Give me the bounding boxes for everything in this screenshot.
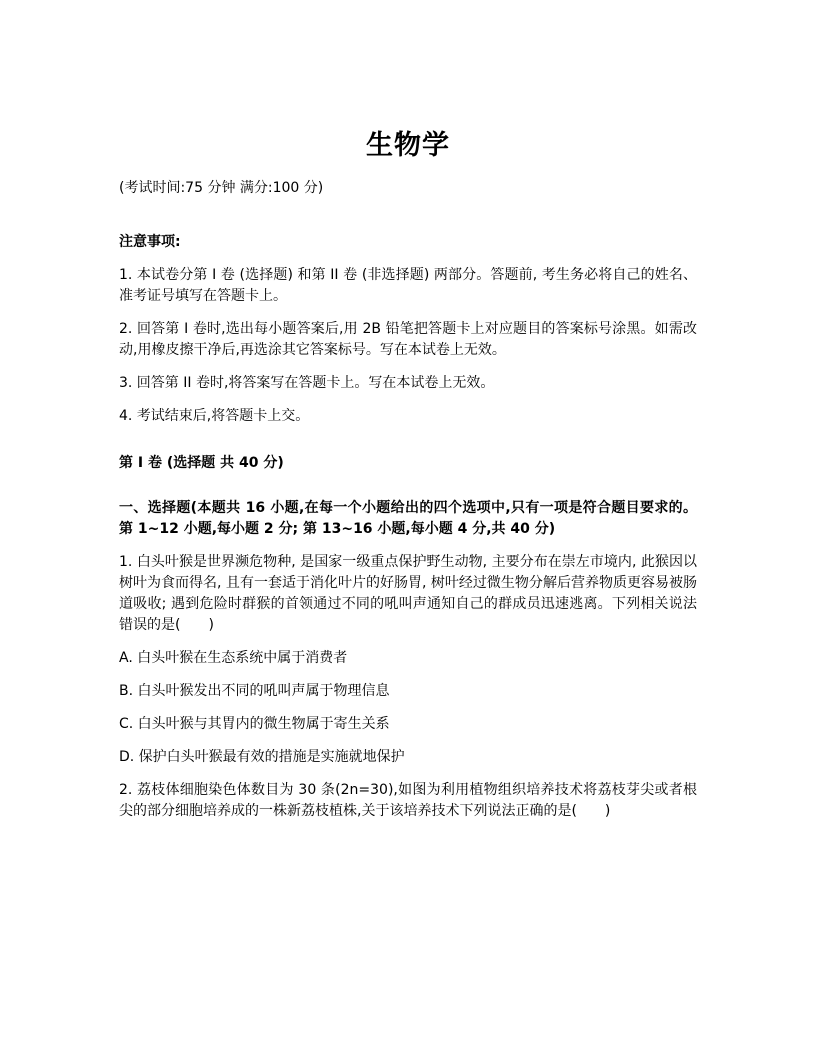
question-1-option-b: B. 白头叶猴发出不同的吼叫声属于物理信息	[119, 683, 390, 699]
question-1-option-d: D. 保护白头叶猴最有效的措施是实施就地保护	[119, 749, 405, 765]
question-1-option-c: C. 白头叶猴与其胃内的微生物属于寄生关系	[119, 716, 390, 732]
question-2-stem: 2. 荔枝体细胞染色体数目为 30 条(2n=30),如图为利用植物组织培养技术将荔枝芽尖或者根尖的部分细胞培养成的一株新荔枝植株,关于该培养技术下列说法正确的是( )	[119, 782, 697, 819]
question-1-stem: 1. 白头叶猴是世界濒危物种, 是国家一级重点保护野生动物, 主要分布在崇左市境内, 此猴因以树叶为食而得名, 且有一套适于消化叶片的好肠胃, 树叶经过微生物分解后营养物质更容易被肠道吸收; 遇到危险时群猴的首领通过不同的吼叫声通知自己的群成员迅速逃离。下列相关说法错误的是( )	[119, 554, 697, 633]
part1-heading: 第 I 卷 (选择题 共 40 分)	[119, 455, 284, 471]
notice-item-4: 4. 考试结束后,将答题卡上交。	[119, 408, 310, 424]
notice-item-3: 3. 回答第 II 卷时,将答案写在答题卡上。写在本试卷上无效。	[119, 375, 495, 391]
page-title: 生物学	[366, 130, 450, 161]
notice-item-1: 1. 本试卷分第 I 卷 (选择题) 和第 II 卷 (非选择题) 两部分。答题前, 考生务必将自己的姓名、 准考证号填写在答题卡上。	[119, 267, 697, 304]
notice-heading: 注意事项:	[119, 234, 181, 250]
exam-info: (考试时间:75 分钟 满分:100 分)	[119, 180, 324, 196]
notice-item-2: 2. 回答第 I 卷时,选出每小题答案后,用 2B 铅笔把答题卡上对应题目的答案标号涂黑。如需改动,用橡皮擦干净后,再选涂其它答案标号。写在本试卷上无效。	[119, 321, 697, 358]
section1-heading: 一、选择题(本题共 16 小题,在每一个小题给出的四个选项中,只有一项是符合题目要求的。第 1~12 小题,每小题 2 分; 第 13~16 小题,每小题 4 分,共 40 分)	[119, 500, 697, 537]
exam-content	[119, 232, 697, 834]
question-1-option-a: A. 白头叶猴在生态系统中属于消费者	[119, 650, 348, 666]
